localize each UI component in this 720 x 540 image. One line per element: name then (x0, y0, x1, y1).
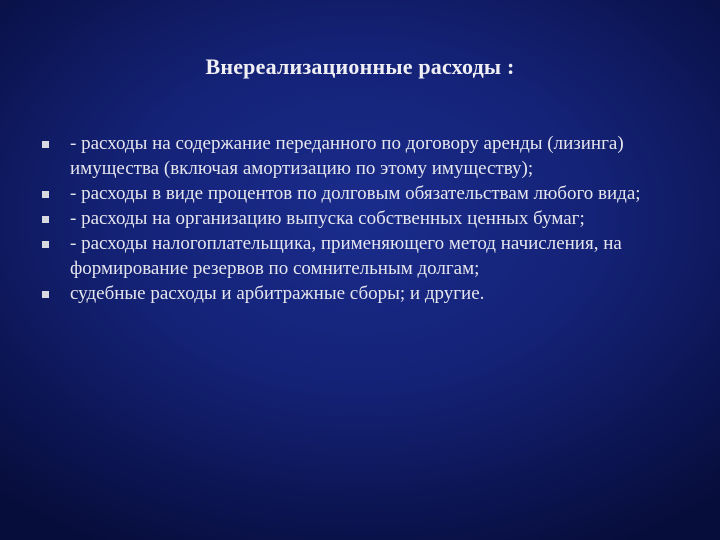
bullet-text: - расходы на организацию выпуска собственных ценных бумаг; (70, 208, 585, 229)
square-bullet-icon (42, 291, 49, 298)
bullet-text: - расходы налогоплательщика, применяющего метод начисления, на формирование резервов по сомнительным долгам; (70, 233, 622, 279)
list-item (40, 231, 680, 281)
bullet-text: - расходы в виде процентов по долговым обязательствам любого вида; (70, 183, 641, 204)
bullet-text: - расходы на содержание переданного по договору аренды (лизинга) имущества (включая амортизацию по этому имуществу); (70, 133, 624, 179)
square-bullet-icon (42, 191, 49, 198)
square-bullet-icon (42, 141, 49, 148)
square-bullet-icon (42, 216, 49, 223)
list-item (40, 281, 680, 306)
list-item (40, 181, 680, 206)
bullet-list (40, 131, 680, 306)
list-item (40, 206, 680, 231)
square-bullet-icon (42, 241, 49, 248)
bullet-text: судебные расходы и арбитражные сборы; и другие. (70, 283, 485, 304)
list-item (40, 131, 680, 181)
slide-title: Внереализационные расходы : (205, 54, 515, 79)
